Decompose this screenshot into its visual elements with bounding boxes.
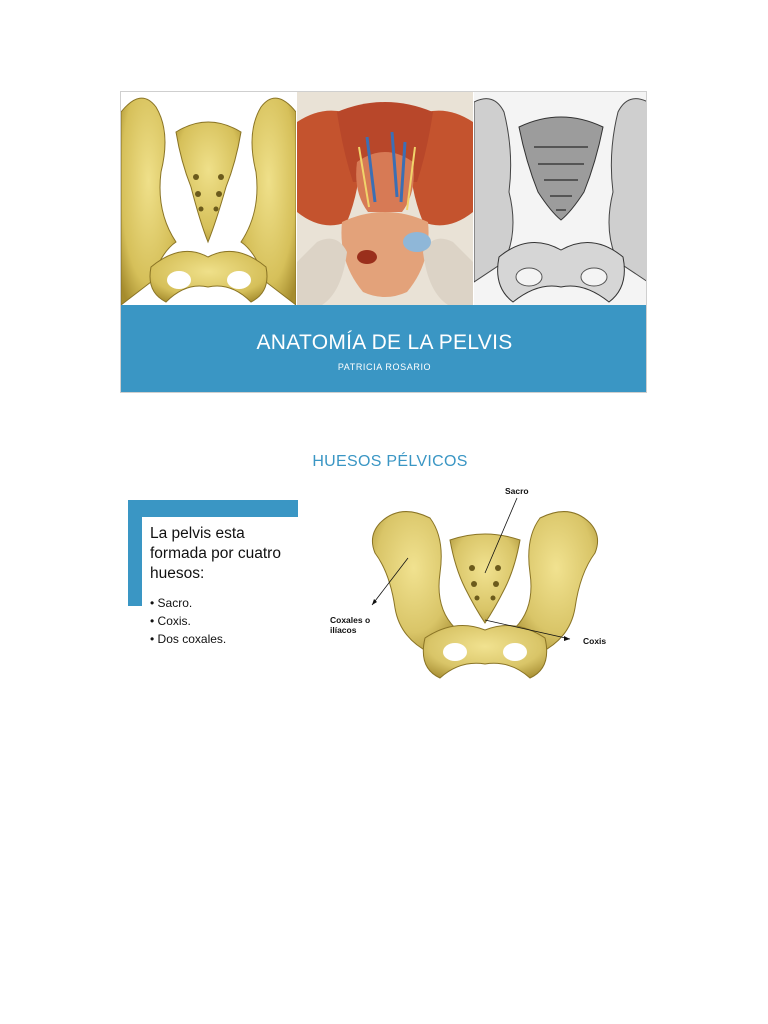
label-coxis: Coxis: [583, 636, 607, 646]
list-item: • Coxis.: [150, 612, 226, 630]
pelvis-engraving-image: [474, 92, 647, 305]
intro-text: La pelvis esta formada por cuatro huesos:: [150, 525, 281, 582]
section-title: HUESOS PÉLVICOS: [312, 453, 468, 470]
pelvis-diagram-image: [320, 478, 650, 698]
presentation-title: ANATOMÍA DE LA PELVIS: [256, 331, 513, 354]
list-item: • Sacro.: [150, 594, 226, 612]
label-sacro: Sacro: [505, 486, 529, 496]
title-slide: [120, 91, 647, 393]
pelvis-illustration-image: [121, 92, 296, 305]
accent-bar-horizontal: [128, 500, 298, 517]
title-banner: [121, 305, 647, 393]
photo-strip: [121, 92, 647, 305]
list-item: • Dos coxales.: [150, 630, 226, 648]
bone-list: [150, 594, 226, 648]
author-name: PATRICIA ROSARIO: [337, 362, 432, 372]
pelvis-muscles-image: [297, 92, 473, 305]
pelvis-bones-diagram: [320, 478, 650, 698]
label-coxales: Coxales o ilíacos: [330, 615, 371, 635]
